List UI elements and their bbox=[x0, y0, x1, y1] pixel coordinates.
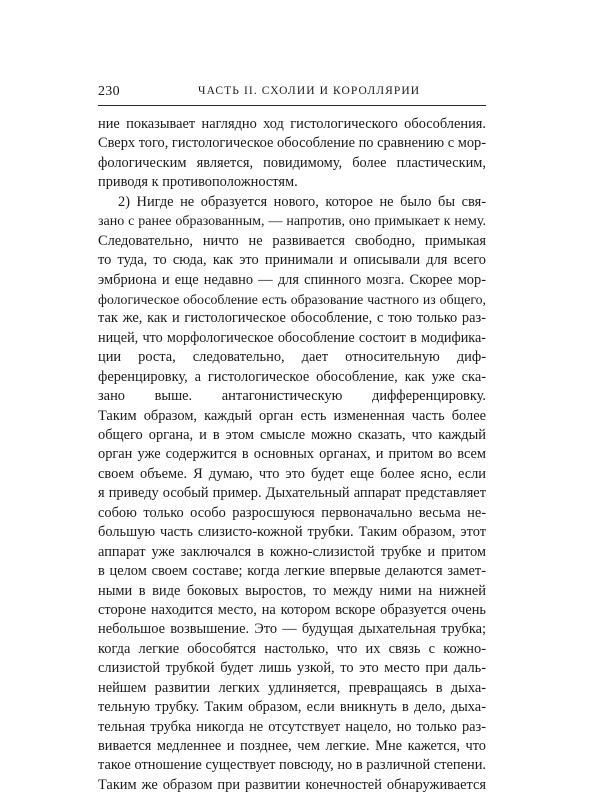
text-line: когда легкие обособятся настолько, что их связь с кожно- bbox=[98, 640, 486, 657]
text-line: общего органа, и в этом смысле можно сказать, что каждый bbox=[98, 427, 486, 443]
text-line: вивается медленнее и позднее, чем легкие. Мне кажется, что bbox=[98, 738, 486, 754]
text-line: такое отношение существует повсюду, но в различной степени. bbox=[98, 757, 486, 774]
text-line: тельную трубку. Таким образом, если вникнуть в дело, дыха- bbox=[98, 699, 486, 716]
text-line: ными в виде боковых выростов, то между ними на нижней bbox=[98, 582, 486, 599]
page-number: 230 bbox=[98, 84, 120, 99]
text-line: собою только особо разросшуюся первоначально весьма не- bbox=[98, 504, 486, 521]
text-line: зано с ранее образованным, — напротив, оно примыкает к нему. bbox=[98, 214, 486, 230]
text-line: ницей, что морфологическое обособление состоит в модифика- bbox=[98, 329, 486, 346]
text-line: большую часть слизисто-кожной трубки. Таким образом, этот bbox=[98, 524, 486, 541]
text-line: Следовательно, ничто не развивается свободно, примыкая bbox=[98, 232, 486, 249]
text-line: в целом своем составе; когда легкие впервые делаются замет- bbox=[98, 563, 486, 580]
text-line: Таким же образом при развитии конечностей обнаруживается bbox=[98, 776, 486, 793]
text-line: небольшое возвышение. Это — будущая дыхательная трубка; bbox=[98, 621, 486, 638]
text-line: своем объеме. Я думаю, что это будет еще более ясно, если bbox=[98, 465, 486, 482]
text-line: фологическим является, повидимому, более пластическим, bbox=[98, 154, 486, 171]
text-line: я приведу особый пример. Дыхательный аппарат представляет bbox=[98, 485, 486, 502]
header-rule bbox=[98, 105, 486, 106]
text-line: ции роста, следовательно, дает относительную диф- bbox=[98, 349, 486, 366]
text-line: то туда, то сюда, как это принимали и описывали для всего bbox=[98, 252, 486, 269]
text-line: слизистой трубкой будет лишь узкой, то это место при даль- bbox=[98, 660, 486, 677]
text-line: орган уже содержится в основных органах, и притом во всем bbox=[98, 446, 486, 463]
text-line: ние показывает наглядно ход гистологического обособления. bbox=[98, 116, 486, 132]
text-line: зано выше. антагонистическую дифференцировку. bbox=[98, 388, 486, 405]
text-line: ференцировку, а гистологическое обособление, как уже ска- bbox=[98, 368, 486, 385]
text-line: стороне находится место, на котором вскоре образуется очень bbox=[98, 601, 486, 618]
text-line: приводя к противоположностям. bbox=[98, 174, 298, 191]
running-title: ЧАСТЬ II. СХОЛИИ И КОРОЛЛЯРИИ bbox=[198, 85, 421, 97]
body-text bbox=[98, 115, 486, 795]
text-line: нейшем развитии легких удлиняется, превращаясь в дыха- bbox=[98, 679, 486, 696]
page-header bbox=[98, 84, 485, 104]
text-line: эмбриона и еще недавно — для спинного мозга. Скорее мор- bbox=[98, 271, 486, 288]
text-line: Таким образом, каждый орган есть измененная часть более bbox=[98, 407, 486, 424]
text-line: тельная трубка никогда не отсутствует нацело, но только раз- bbox=[98, 718, 486, 735]
text-line: аппарат уже заключался в кожно-слизистой трубке и притом bbox=[98, 543, 486, 560]
text-line: фологическое обособление есть образование частного из общего, bbox=[98, 291, 486, 307]
text-line: так же, как и гистологическое обособление, с тою только раз- bbox=[98, 310, 486, 327]
text-line: 2) Нигде не образуется нового, которое не было бы свя- bbox=[118, 193, 486, 210]
text-line: Сверх того, гистологическое обособление по сравнению с мор- bbox=[98, 135, 486, 152]
